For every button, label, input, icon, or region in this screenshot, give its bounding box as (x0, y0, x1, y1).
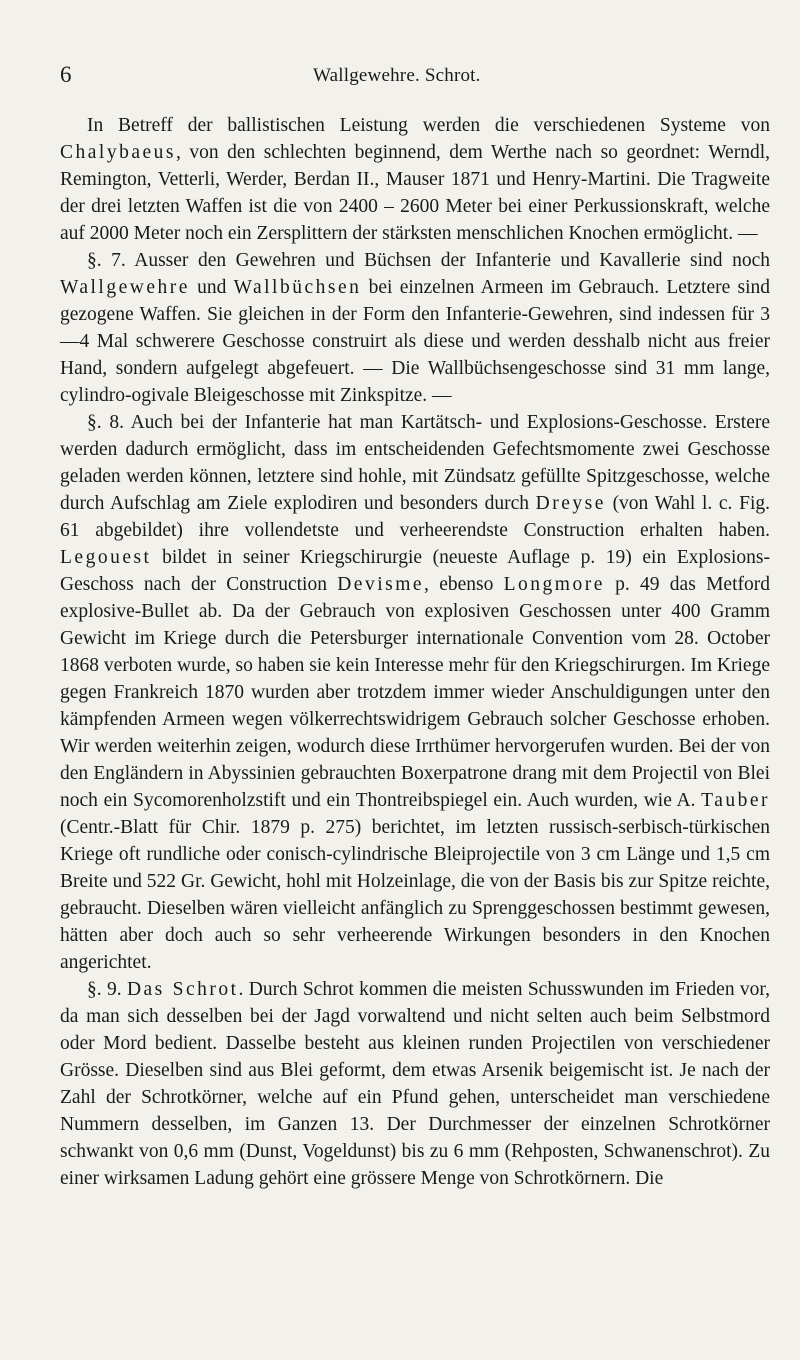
spaced-name-dreyse: Dreyse (535, 493, 606, 514)
page-header (60, 62, 800, 88)
paragraph-section-8: §. 8. Auch bei der Infanterie hat man Kartätsch- und Explosions-Geschosse. Erstere werden dadurch ermöglicht, dass im entscheidenden Gefechtsmomente zwei Geschosse geladen werden können, letztere sind hohle, mit Zündsatz gefüllte Spitzgeschosse, welche durch Aufschlag am Ziele explodiren und besonders durch Dreyse (von Wahl l. c. Fig. 61 abgebildet) ihre vollendetste und verheerendste Construction erhalten haben. Legouest bildet in seiner Kriegschirurgie (neueste Auflage p. 19) ein Explosions-Geschoss nach der Construction Devisme, ebenso Longmore p. 49 das Metford explosive-Bullet ab. Da der Gebrauch von explosiven Geschossen unter 400 Gramm Gewicht im Kriege durch die Petersburger internationale Convention vom 28. October 1868 verboten wurde, so haben sie kein Interesse mehr für den Kriegschirurgen. Im Kriege gegen Frankreich 1870 wurden aber trotzdem immer wieder Anschuldigungen unter den kämpfenden Armeen wegen völkerrechtswidrigem Gebrauch solcher Geschosse erhoben. Wir werden weiterhin zeigen, wodurch diese Irrthümer hervorgerufen wurden. Bei der von den Engländern in Abyssinien gebrauchten Boxerpatrone drang mit dem Projectil von Blei noch ein Sycomorenholzstift und ein Thontreibspiegel ein. Auch wurden, wie A. Tauber (Centr.-Blatt für Chir. 1879 p. 275) berichtet, im letzten russisch-serbisch-türkischen Kriege oft rundliche oder conisch-cylindrische Bleiprojectile von 3 cm Länge und 1,5 cm Breite und 522 Gr. Gewicht, hohl mit Holzeinlage, die von der Basis bis zur Spitze reichte, gebraucht. Dieselben wären vielleicht anfänglich zu Sprenggeschossen bestimmt gewesen, hätten aber doch auch so sehr verheerende Wirkungen besonders in den Knochen angerichtet. (60, 412, 770, 973)
paragraph-section-9: §. 9. Das Schrot. Durch Schrot kommen die meisten Schusswunden im Frieden vor, da man sich desselben bei der Jagd vorwaltend und nicht selten auch beim Selbstmord oder Mord bedient. Dasselbe besteht aus kleinen runden Projectilen von verschiedener Grösse. Dieselben sind aus Blei geformt, dem etwas Arsenik beigemischt ist. Je nach der Zahl der Schrotkörner, welche auf ein Pfund gehen, unterscheidet man verschiedene Nummern desselben, im Ganzen 13. Der Durchmesser der einzelnen Schrotkörner schwankt von 0,6 mm (Dunst, Vogeldunst) bis zu 6 mm (Rehposten, Schwanenschrot). Zu einer wirksamen Ladung gehört eine grössere Menge von Schrotkörnern. Die (60, 979, 770, 1189)
spaced-name-longmore: Longmore (503, 574, 605, 595)
running-title: Wallgewehre. Schrot. (313, 65, 481, 86)
page-number: 6 (60, 62, 72, 87)
body-text (60, 112, 770, 1192)
spaced-name-devisme: Devisme (337, 574, 425, 595)
spaced-name-legouest: Legouest (60, 547, 152, 568)
spaced-term-wallbuechsen: Wallbüchsen (233, 277, 362, 298)
paragraph-ballistics: In Betreff der ballistischen Leistung werden die verschiedenen Systeme von Chalybaeus, von den schlechten beginnend, dem Werthe nach so geordnet: Werndl, Remington, Vetterli, Werder, Berdan II., Mauser 1871 und Henry-Martini. Die Tragweite der drei letzten Waffen ist die von 2400 – 2600 Meter bei einer Perkussionskraft, welche auf 2000 Meter noch ein Zersplittern der stärksten menschlichen Knochen ermöglicht. — (60, 115, 770, 244)
section-heading-das-schrot: Das Schrot (126, 979, 239, 1000)
spaced-name-chalybaeus: Chalybaeus (60, 142, 176, 163)
spaced-name-tauber: Tauber (701, 790, 770, 811)
paragraph-section-7: §. 7. Ausser den Gewehren und Büchsen der Infanterie und Kavallerie sind noch Wallgewehre und Wallbüchsen bei einzelnen Armeen im Gebrauch. Letztere sind gezogene Waffen. Sie gleichen in der Form den Infanterie-Gewehren, sind indessen für 3—4 Mal schwerere Geschosse construirt als diese und werden desshalb nicht aus freier Hand, sondern aufgelegt abgefeuert. — Die Wallbüchsengeschosse sind 31 mm lange, cylindro-ogivale Bleigeschosse mit Zinkspitze. — (60, 250, 771, 406)
spaced-term-wallgewehre: Wallgewehre (60, 277, 190, 298)
